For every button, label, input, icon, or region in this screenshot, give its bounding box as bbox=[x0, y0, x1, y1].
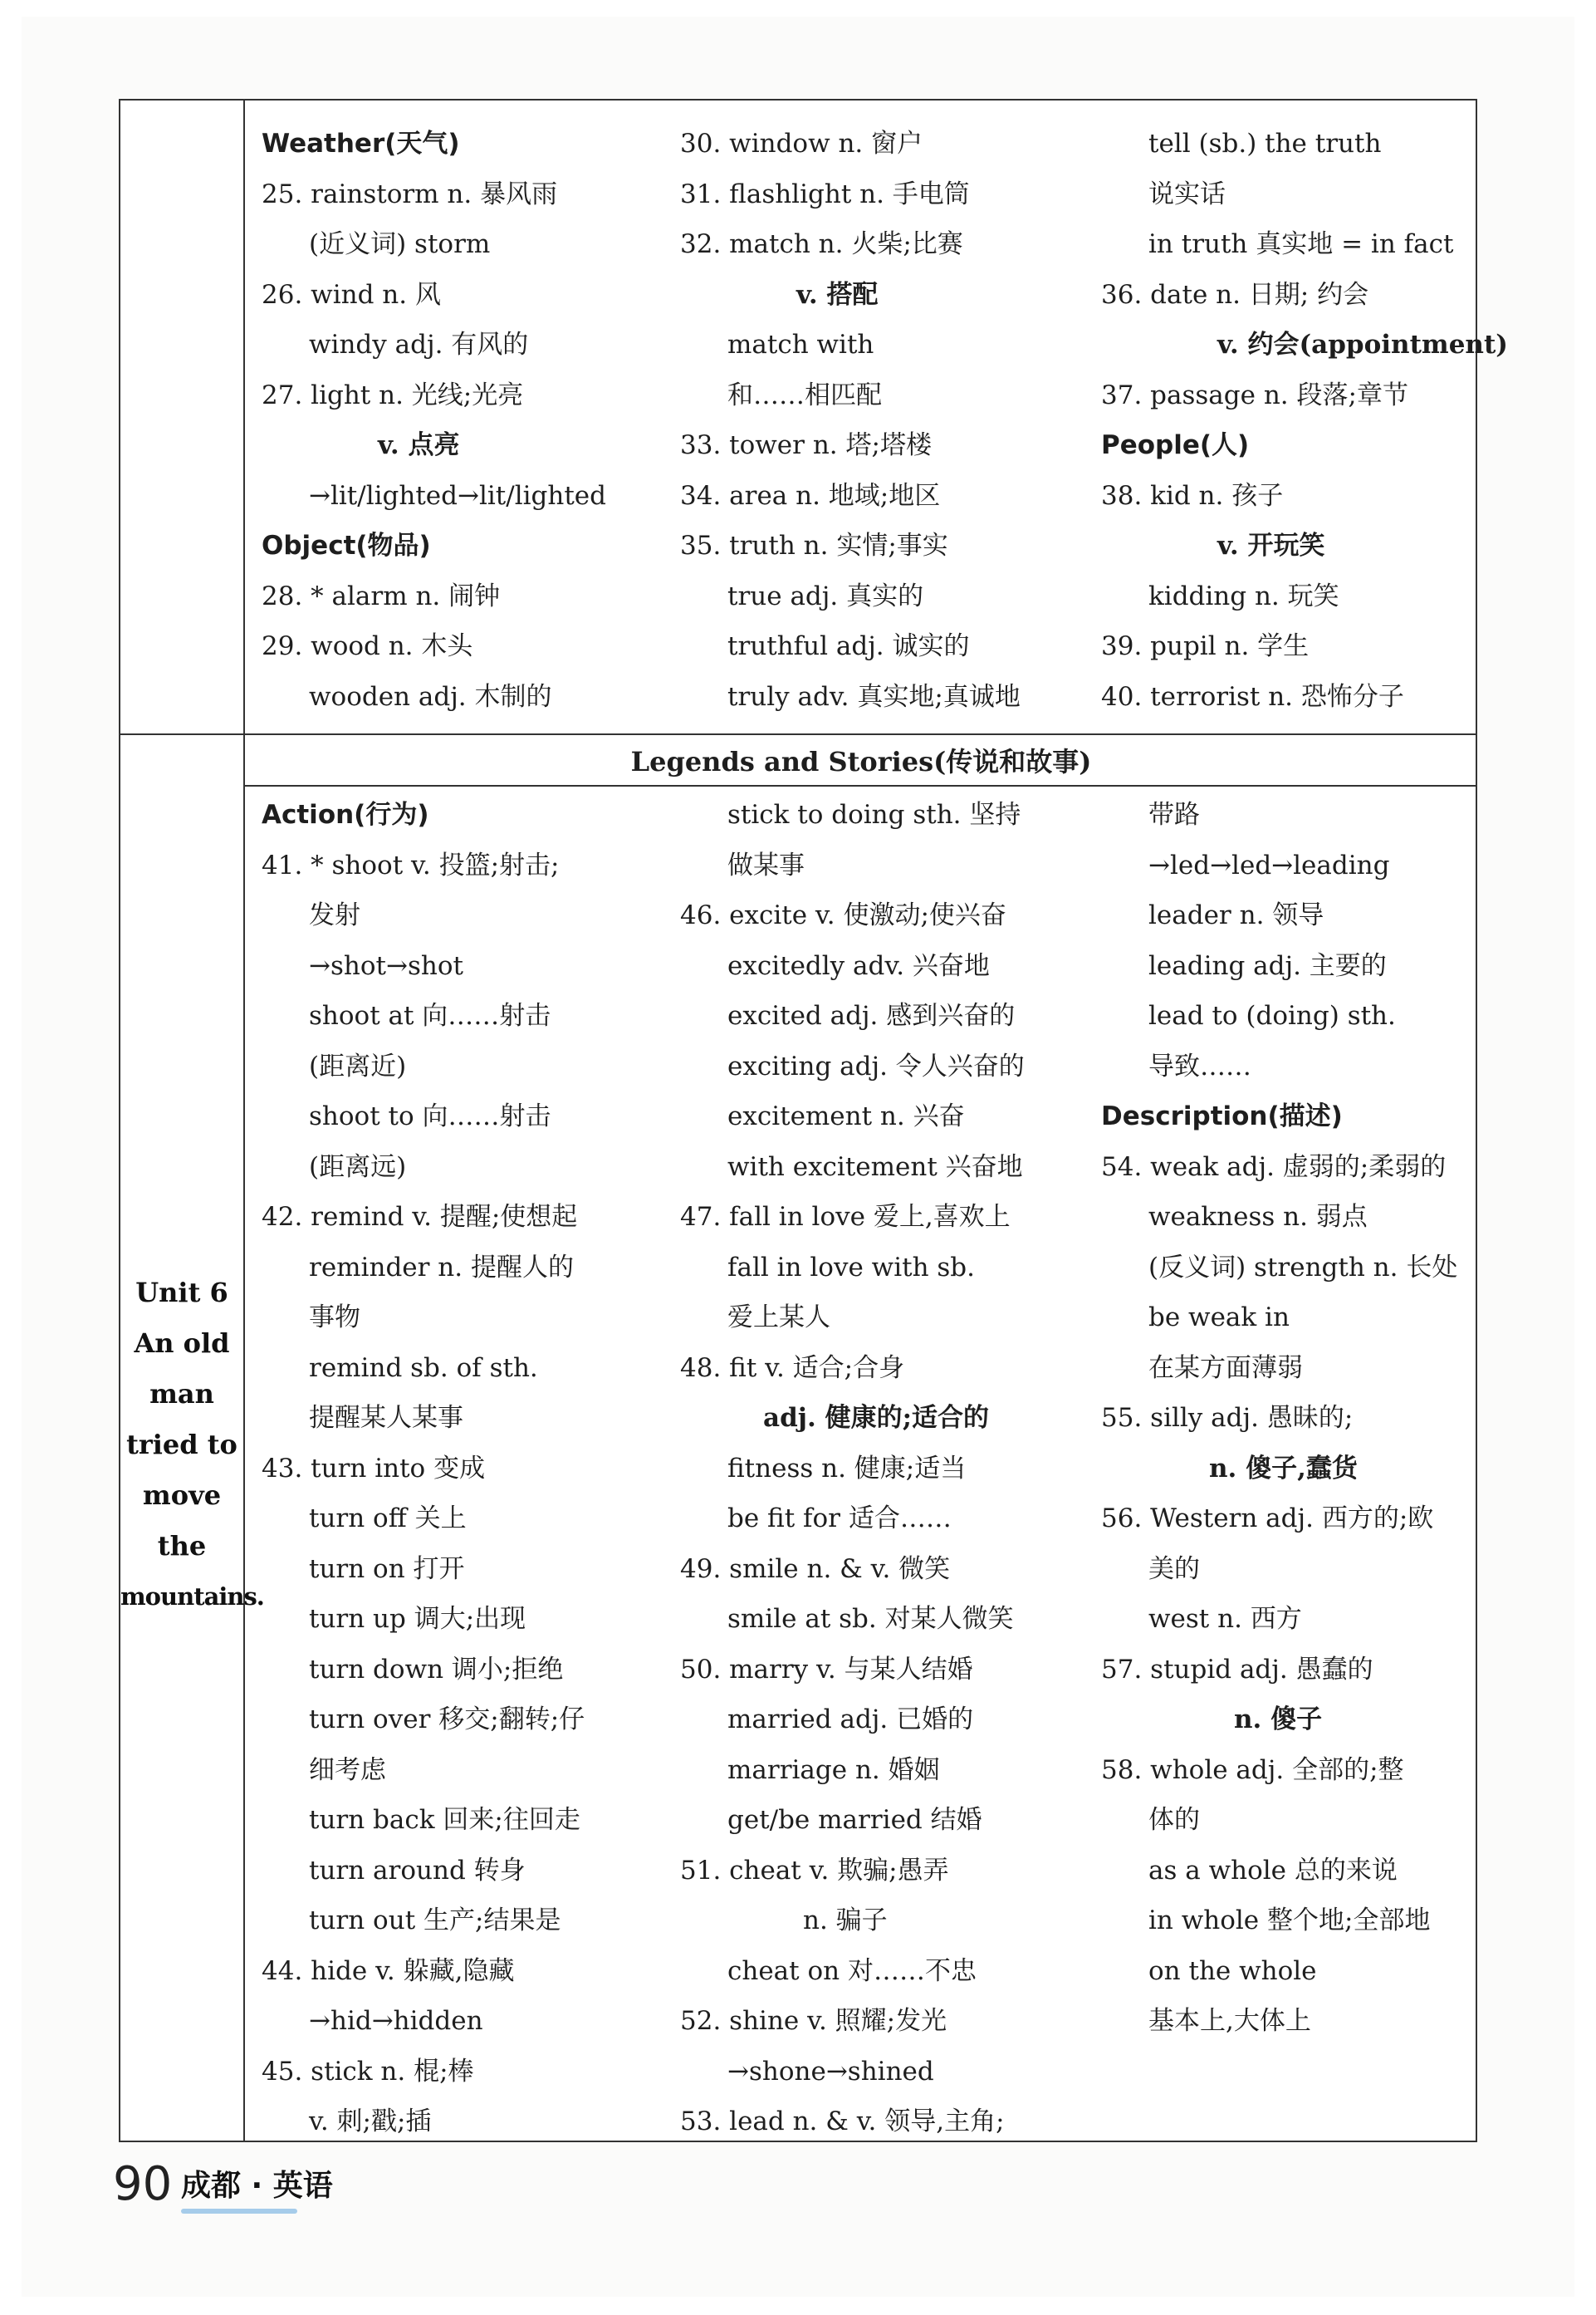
unit-label-line: tried to bbox=[126, 1429, 237, 1460]
unit-label-line: An old bbox=[134, 1327, 230, 1359]
vocab-line: v. 刺;戳;插 bbox=[309, 2107, 432, 2136]
section-divider bbox=[120, 733, 1476, 735]
vocab-line: (距离近) bbox=[309, 1051, 407, 1081]
vocab-entry: 57. stupid adj. 愚蠢的 bbox=[1101, 1654, 1373, 1685]
category-heading: Action(行为) bbox=[262, 800, 429, 830]
unit-column bbox=[120, 101, 264, 2141]
vocab-line: get/be married 结婚 bbox=[727, 1805, 982, 1835]
category-heading: Description(描述) bbox=[1101, 1101, 1343, 1131]
vocab-entry: 26. wind n. 风 bbox=[262, 279, 441, 310]
vocab-entry: 42. remind v. 提醒;使想起 bbox=[262, 1202, 578, 1232]
vocab-line: 做某事 bbox=[727, 850, 805, 880]
vocab-line: 提醒某人某事 bbox=[309, 1403, 463, 1433]
vocab-line: 体的 bbox=[1148, 1805, 1200, 1835]
vocab-line: truthful adj. 诚实的 bbox=[727, 631, 970, 661]
vocab-line: n. 骗子 bbox=[803, 1905, 888, 1935]
vocab-line: wooden adj. 木制的 bbox=[309, 681, 552, 712]
vocab-entry: 47. fall in love 爱上,喜欢上 bbox=[680, 1202, 1011, 1232]
vocab-line: 导致…… bbox=[1148, 1051, 1251, 1081]
vocab-line: marriage n. 婚姻 bbox=[727, 1754, 940, 1785]
vocab-entry: 52. shine v. 照耀;发光 bbox=[680, 2006, 947, 2036]
vocab-entry: 55. silly adj. 愚昧的; bbox=[1101, 1403, 1354, 1433]
vocab-entry: 35. truth n. 实情;事实 bbox=[680, 531, 948, 561]
vocab-entry: 28. * alarm n. 闹钟 bbox=[262, 581, 501, 611]
vocab-line: match with bbox=[727, 330, 874, 360]
vocab-line: turn over 移交;翻转;仔 bbox=[309, 1704, 585, 1734]
vocab-line: →shone→shined bbox=[727, 2056, 934, 2087]
vocab-entry: 29. wood n. 木头 bbox=[262, 631, 473, 661]
unit-label-line: the bbox=[157, 1530, 207, 1562]
upper-column-2 bbox=[680, 119, 1021, 722]
vocab-entry: 30. window n. 窗户 bbox=[680, 129, 923, 159]
unit-label-line: mountains. bbox=[120, 1582, 264, 1611]
vocab-line: be weak in bbox=[1148, 1302, 1290, 1332]
vocab-entry: 49. smile n. & v. 微笑 bbox=[680, 1553, 951, 1584]
vocab-line: 美的 bbox=[1148, 1553, 1200, 1584]
vocab-line: turn around 转身 bbox=[309, 1855, 526, 1886]
vocab-entry: 38. kid n. 孩子 bbox=[1101, 480, 1284, 511]
vocab-entry: 43. turn into 变成 bbox=[262, 1453, 486, 1484]
vocab-line: in truth 真实地 = in fact bbox=[1148, 229, 1454, 259]
vocab-entry: 33. tower n. 塔;塔楼 bbox=[680, 430, 932, 460]
vocab-line: remind sb. of sth. bbox=[309, 1352, 538, 1383]
vocab-line: →lit/lighted→lit/lighted bbox=[309, 480, 606, 511]
vocab-line: excitedly adv. 兴奋地 bbox=[727, 950, 990, 981]
vocab-line: tell (sb.) the truth bbox=[1148, 129, 1382, 159]
book-title: 成都 · 英语 bbox=[181, 2169, 333, 2203]
vocab-line: excitement n. 兴奋 bbox=[727, 1101, 965, 1131]
vocab-line: windy adj. 有风的 bbox=[309, 330, 529, 360]
vocab-entry: 53. lead n. & v. 领导,主角; bbox=[680, 2107, 1005, 2136]
vocab-line: smile at sb. 对某人微笑 bbox=[727, 1604, 1014, 1634]
vocab-line: turn back 回来;往回走 bbox=[309, 1805, 580, 1835]
vocab-line: shoot at 向……射击 bbox=[309, 1001, 551, 1031]
vocab-entry: 27. light n. 光线;光亮 bbox=[262, 380, 524, 410]
vocab-entry: 56. Western adj. 西方的;欧 bbox=[1101, 1503, 1434, 1533]
vocab-line: v. 约会(appointment) bbox=[1217, 330, 1508, 360]
vocab-line: →hid→hidden bbox=[309, 2006, 483, 2036]
vocab-line: married adj. 已婚的 bbox=[727, 1704, 974, 1734]
vocab-line: (近义词) storm bbox=[309, 229, 491, 259]
vocab-line: turn off 关上 bbox=[309, 1503, 467, 1533]
vocab-line: 事物 bbox=[309, 1302, 360, 1332]
vocab-line: exciting adj. 令人兴奋的 bbox=[727, 1051, 1025, 1081]
vocab-line: v. 点亮 bbox=[378, 430, 460, 460]
vocab-line: n. 傻子 bbox=[1234, 1704, 1323, 1734]
unit-label bbox=[120, 1268, 264, 1622]
vocab-line: 在某方面薄弱 bbox=[1148, 1352, 1303, 1383]
vocab-line: (距离远) bbox=[309, 1151, 407, 1182]
section-title: Legends and Stories(传说和故事) bbox=[245, 738, 1477, 787]
vocab-entry: 41. * shoot v. 投篮;射击; bbox=[262, 850, 560, 880]
vocab-line: n. 傻子,蠢货 bbox=[1209, 1453, 1358, 1484]
vocab-entry: 37. passage n. 段落;章节 bbox=[1101, 380, 1408, 410]
vocab-line: lead to (doing) sth. bbox=[1148, 1001, 1396, 1031]
vocab-entry: 32. match n. 火柴;比赛 bbox=[680, 229, 963, 259]
vocab-line: (反义词) strength n. 长处 bbox=[1148, 1252, 1458, 1283]
vocab-line: fitness n. 健康;适当 bbox=[727, 1453, 967, 1484]
vocab-line: in whole 整个地;全部地 bbox=[1148, 1905, 1431, 1935]
category-heading: Object(物品) bbox=[262, 531, 431, 561]
vocab-entry: 45. stick n. 棍;棒 bbox=[262, 2056, 474, 2087]
unit-label-line: move bbox=[142, 1479, 222, 1511]
unit-label-line: man bbox=[149, 1378, 214, 1410]
vocab-line: fall in love with sb. bbox=[727, 1252, 975, 1283]
vocab-entry: 51. cheat v. 欺骗;愚弄 bbox=[680, 1855, 949, 1886]
vocab-line: 基本上,大体上 bbox=[1148, 2006, 1311, 2036]
vocab-line: →led→led→leading bbox=[1148, 850, 1390, 880]
vocab-entry: 48. fit v. 适合;合身 bbox=[680, 1352, 905, 1383]
page-number: 90 bbox=[113, 2157, 173, 2211]
vocab-line: 爱上某人 bbox=[727, 1302, 830, 1332]
vocab-line: stick to doing sth. 坚持 bbox=[727, 800, 1021, 830]
unit-label-line: Unit 6 bbox=[135, 1277, 228, 1308]
vocab-line: turn out 生产;结果是 bbox=[309, 1905, 561, 1935]
vocab-line: leader n. 领导 bbox=[1148, 900, 1324, 930]
lower-column-3 bbox=[1101, 790, 1457, 2047]
vocab-entry: 50. marry v. 与某人结婚 bbox=[680, 1654, 973, 1685]
vocab-line: cheat on 对……不忠 bbox=[727, 1955, 977, 1986]
vocab-line: turn on 打开 bbox=[309, 1553, 465, 1584]
vocab-entry: 25. rainstorm n. 暴风雨 bbox=[262, 179, 558, 209]
vocab-line: on the whole bbox=[1148, 1955, 1317, 1986]
vocab-entry: 39. pupil n. 学生 bbox=[1101, 631, 1310, 661]
vocab-line: turn up 调大;出现 bbox=[309, 1604, 526, 1634]
vocab-line: weakness n. 弱点 bbox=[1148, 1202, 1368, 1232]
vocabulary-table bbox=[119, 99, 1508, 2142]
upper-column-3 bbox=[1101, 119, 1508, 722]
vocab-line: 发射 bbox=[309, 900, 360, 930]
vocab-line: with excitement 兴奋地 bbox=[727, 1151, 1023, 1182]
vocab-line: turn down 调小;拒绝 bbox=[309, 1654, 564, 1685]
vocab-entry: 34. area n. 地域;地区 bbox=[680, 480, 941, 511]
vocab-entry: 36. date n. 日期; 约会 bbox=[1101, 279, 1369, 310]
vocab-line: →shot→shot bbox=[309, 950, 463, 981]
vocab-line: truly adv. 真实地;真诚地 bbox=[727, 681, 1021, 712]
vocab-line: be fit for 适合…… bbox=[727, 1503, 952, 1533]
vocab-line: leading adj. 主要的 bbox=[1148, 950, 1387, 981]
vocab-line: kidding n. 玩笑 bbox=[1148, 581, 1339, 611]
category-heading: People(人) bbox=[1101, 430, 1250, 460]
vocab-line: 说实话 bbox=[1148, 179, 1226, 209]
vocab-entry: 44. hide v. 躲藏,隐藏 bbox=[262, 1955, 515, 1986]
vocab-entry: 54. weak adj. 虚弱的;柔弱的 bbox=[1101, 1151, 1447, 1182]
vocab-entry: 58. whole adj. 全部的;整 bbox=[1101, 1754, 1404, 1785]
lower-column-1 bbox=[262, 790, 585, 2147]
vocab-entry: 31. flashlight n. 手电筒 bbox=[680, 179, 970, 209]
vocab-line: v. 搭配 bbox=[796, 279, 879, 310]
vocab-line: true adj. 真实的 bbox=[727, 581, 924, 611]
vocab-line: 细考虑 bbox=[309, 1754, 386, 1785]
upper-column-1 bbox=[262, 119, 606, 722]
lower-column-2 bbox=[680, 790, 1025, 2147]
footer-underline bbox=[181, 2209, 297, 2214]
vocab-line: 和……相匹配 bbox=[727, 380, 882, 410]
vocab-line: shoot to 向……射击 bbox=[309, 1101, 551, 1131]
category-heading: Weather(天气) bbox=[262, 129, 460, 159]
vocab-line: west n. 西方 bbox=[1148, 1604, 1302, 1634]
vocab-entry: 40. terrorist n. 恐怖分子 bbox=[1101, 681, 1404, 712]
vocab-line: excited adj. 感到兴奋的 bbox=[727, 1001, 1016, 1031]
vocab-line: v. 开玩笑 bbox=[1217, 531, 1325, 561]
vocab-line: adj. 健康的;适合的 bbox=[763, 1403, 990, 1433]
vocab-line: 带路 bbox=[1148, 800, 1200, 830]
vocab-line: reminder n. 提醒人的 bbox=[309, 1252, 574, 1283]
vocab-line: as a whole 总的来说 bbox=[1148, 1855, 1398, 1886]
vocab-entry: 46. excite v. 使激动;使兴奋 bbox=[680, 900, 1006, 930]
